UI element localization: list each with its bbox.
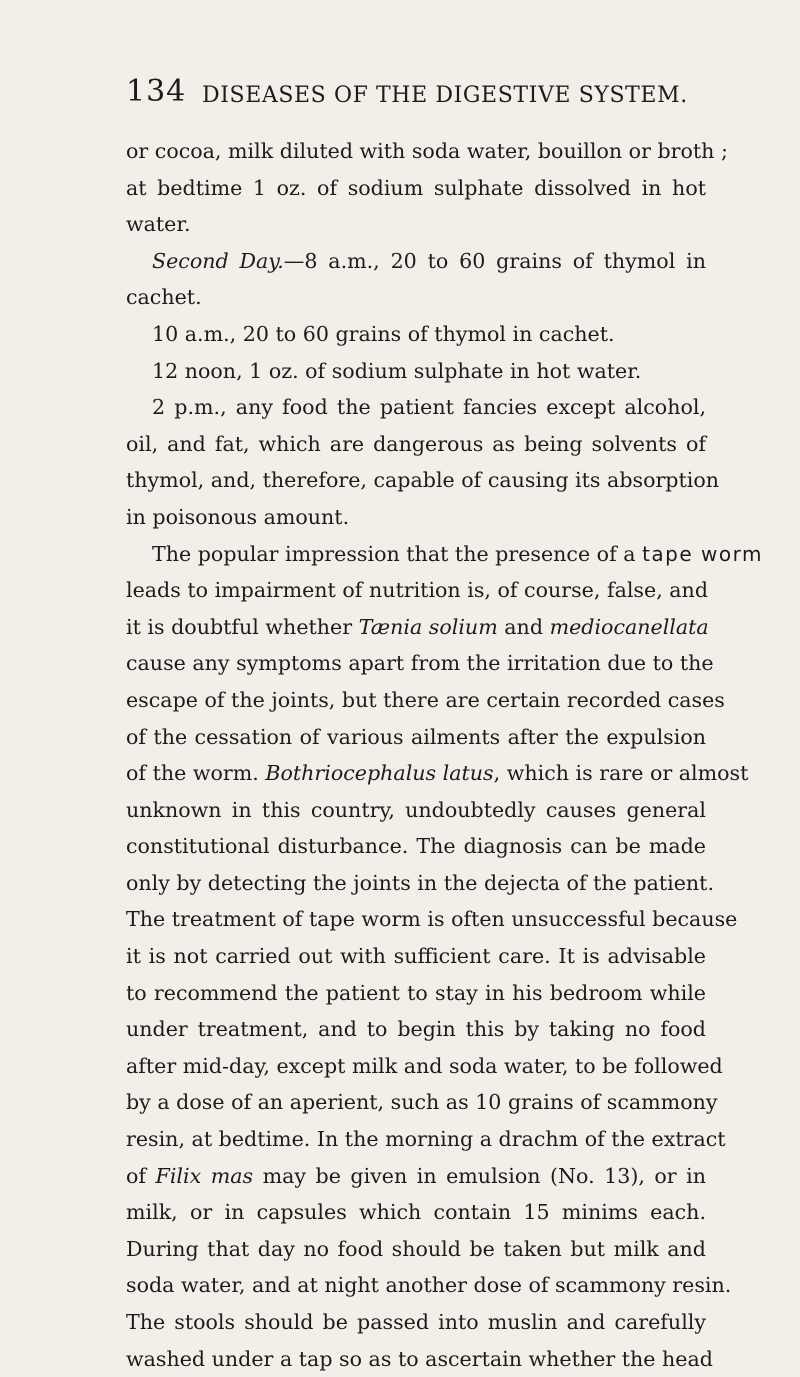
text-run: of <box>126 1163 156 1188</box>
text-line: or cocoa, milk diluted with soda water, bouillon or broth ; <box>126 139 728 163</box>
text-line <box>126 536 763 573</box>
text-line: only by detecting the joints in the dejecta of the patient. <box>126 870 714 895</box>
text-line: at bedtime 1 oz. of sodium sulphate dissolved in hot <box>126 175 706 200</box>
page-number: 134 <box>126 74 187 109</box>
text-line: unknown in this country, undoubtedly causes general <box>126 797 706 822</box>
text-line: The stools should be passed into muslin and carefully <box>126 1310 706 1334</box>
text-line: The treatment of tape worm is often unsuccessful because <box>126 907 738 932</box>
body-text <box>126 133 763 1377</box>
text-line <box>126 243 706 280</box>
spaced-term: tape worm <box>642 541 763 566</box>
text-line: thymol, and, therefore, capable of causing its absorption <box>126 468 720 493</box>
text-run: of the worm. <box>126 761 266 786</box>
text-run: it is doubtful whether <box>126 614 359 639</box>
text-line: by a dose of an aperient, such as 10 grains of scammony <box>126 1090 718 1115</box>
section-label: Second Day. <box>152 248 284 273</box>
text-line <box>126 755 749 792</box>
text-line: in poisonous amount. <box>126 504 350 529</box>
text-line: cachet. <box>126 285 202 310</box>
text-line: cause any symptoms apart from the irritation due to the <box>126 651 714 676</box>
text-line: water. <box>126 212 191 237</box>
species-name: mediocanellata <box>549 614 709 639</box>
text-line: 10 a.m., 20 to 60 grains of thymol in cachet. <box>152 321 615 346</box>
text-run: , which is rare or almost <box>493 761 749 786</box>
text-line: it is not carried out with sufficient care. It is advisable <box>126 944 706 969</box>
text-run: and <box>497 614 550 639</box>
text-line: after mid-day, except milk and soda water, to be followed <box>126 1053 723 1078</box>
text-line <box>126 609 709 646</box>
running-head: DISEASES OF THE DIGESTIVE SYSTEM. <box>202 83 688 108</box>
text-line: resin, at bedtime. In the morning a drachm of the extract <box>126 1127 726 1152</box>
text-line: washed under a tap so as to ascertain whether the head <box>126 1346 713 1371</box>
text-line: During that day no food should be taken but milk and <box>126 1236 706 1261</box>
page-header <box>126 74 706 114</box>
text-line: to recommend the patient to stay in his bedroom while <box>126 980 706 1005</box>
species-name: Bothriocephalus latus <box>265 761 494 786</box>
text-run: The popular impression that the presence of a <box>152 541 643 566</box>
text-line: under treatment, and to begin this by taking no food <box>126 1017 706 1042</box>
text-line: oil, and fat, which are dangerous as being solvents of <box>126 431 706 456</box>
text-line: of the cessation of various ailments after the expulsion <box>126 724 706 749</box>
text-run: —8 a.m., 20 to 60 grains of thymol in <box>283 248 706 273</box>
text-run: may be given in emulsion (No. 13), or in <box>253 1163 706 1188</box>
text-line: milk, or in capsules which contain 15 minims each. <box>126 1200 706 1225</box>
text-line: constitutional disturbance. The diagnosis can be made <box>126 834 706 859</box>
text-line: leads to impairment of nutrition is, of course, false, and <box>126 578 709 603</box>
species-name: Tænia solium <box>358 614 498 639</box>
text-line <box>126 1158 706 1195</box>
species-name: Filix mas <box>155 1163 254 1188</box>
text-line: 2 p.m., any food the patient fancies except alcohol, <box>152 395 706 420</box>
text-line: 12 noon, 1 oz. of sodium sulphate in hot water. <box>152 358 642 383</box>
text-line: escape of the joints, but there are certain recorded cases <box>126 687 725 712</box>
text-line: soda water, and at night another dose of scammony resin. <box>126 1273 732 1298</box>
